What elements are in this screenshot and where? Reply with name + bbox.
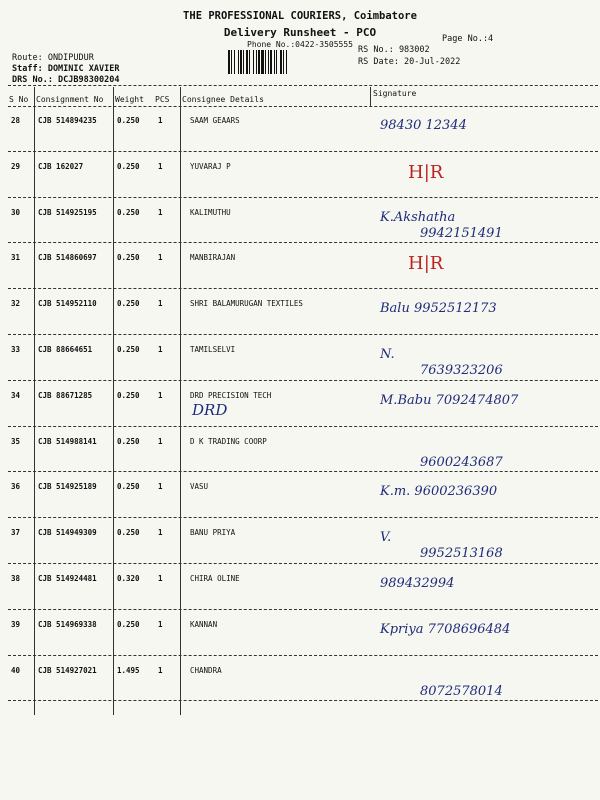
pieces-count: 1: [158, 482, 163, 492]
consignee-name: KALIMUTHU: [190, 207, 231, 217]
consignment-number: CJB 514969338: [38, 619, 97, 629]
serial-number: 29: [11, 161, 21, 171]
weight-value: 0.250: [117, 116, 140, 125]
signature-phone: 7639323206: [420, 363, 503, 378]
drs-number: DRS No.: DCJB98300204: [12, 75, 120, 85]
consignment-number: CJB 514860697: [38, 253, 97, 263]
col-signature: Signature: [373, 89, 417, 98]
consignee-name: SHRI BALAMURUGAN TEXTILES: [190, 299, 303, 309]
signature-text: Balu 9952512173: [380, 301, 497, 317]
col-weight: Weight: [115, 95, 144, 104]
weight-value: 0.250: [117, 619, 140, 629]
pieces-count: 1: [158, 345, 163, 354]
consignment-number: CJB 514988141: [38, 436, 97, 446]
consignment-number: CJB 514952110: [38, 299, 97, 309]
consignment-number: CJB 162027: [38, 161, 84, 171]
signature-text: Kpriya 7708696484: [380, 621, 511, 637]
pieces-count: 1: [158, 116, 163, 125]
weight-value: 0.320: [117, 574, 140, 583]
staff-name: Staff: DOMINIC XAVIER: [12, 64, 120, 74]
pieces-count: 1: [158, 436, 163, 446]
page-number: Page No.:4: [442, 34, 494, 44]
signature-text: V.: [380, 530, 392, 546]
signature-phone: 9942151491: [420, 225, 503, 241]
pieces-count: 1: [158, 253, 163, 263]
weight-value: 0.250: [117, 207, 140, 217]
col-consignment: Consignment No: [36, 95, 104, 104]
rs-date: RS Date: 20-Jul-2022: [358, 57, 461, 67]
serial-number: 40: [11, 665, 21, 675]
table-row: [0, 518, 600, 564]
signature-text: H|R: [408, 253, 444, 275]
row-separator: [8, 700, 598, 701]
consignment-number: CJB 88664651: [38, 345, 93, 354]
table-row: [0, 564, 600, 610]
signature-text: N.: [380, 347, 395, 362]
signature-text: H|R: [408, 161, 444, 183]
table-row: [0, 106, 600, 152]
consignment-number: CJB 514924481: [38, 574, 97, 583]
weight-value: 0.250: [117, 528, 140, 538]
weight-value: 0.250: [117, 299, 140, 309]
serial-number: 34: [11, 390, 21, 400]
pieces-count: 1: [158, 207, 163, 217]
consignee-note: DRD: [192, 400, 228, 419]
pieces-count: 1: [158, 574, 163, 583]
consignee-name: BANU PRIYA: [190, 528, 236, 538]
consignee-name: MANBIRAJAN: [190, 253, 236, 263]
pieces-count: 1: [158, 299, 163, 309]
signature-phone: 9952513168: [420, 546, 503, 562]
consignee-name: TAMILSELVI: [190, 345, 236, 354]
pieces-count: 1: [158, 161, 163, 171]
signature-text: K.Akshatha: [380, 209, 456, 225]
col-consignee: Consignee Details: [182, 95, 264, 104]
header-rule-top: [8, 85, 598, 86]
weight-value: 1.495: [117, 665, 140, 675]
rs-number: RS No.: 983002: [358, 45, 430, 55]
signature-text: K.m. 9600236390: [380, 484, 498, 500]
consignment-number: CJB 514925195: [38, 207, 97, 217]
barcode: [228, 50, 332, 74]
phone-number: Phone No.:0422-3505555: [247, 40, 353, 49]
weight-value: 0.250: [117, 253, 140, 263]
consignee-name: DRD PRECISION TECH: [190, 390, 272, 400]
table-row: [0, 427, 600, 473]
company-title: THE PROFESSIONAL COURIERS, Coimbatore: [183, 10, 417, 22]
consignee-name: KANNAN: [190, 619, 218, 629]
signature-text: 98430 12344: [380, 118, 467, 133]
weight-value: 0.250: [117, 436, 140, 446]
consignee-name: VASU: [190, 482, 209, 492]
table-row: [0, 610, 600, 656]
table-row: [0, 289, 600, 335]
table-row: [0, 472, 600, 518]
col-divider: [370, 87, 371, 107]
pieces-count: 1: [158, 619, 163, 629]
table-row: [0, 198, 600, 244]
serial-number: 39: [11, 619, 21, 629]
consignee-name: SAAM GEAARS: [190, 116, 240, 125]
serial-number: 28: [11, 116, 21, 125]
serial-number: 32: [11, 299, 21, 309]
signature-text: M.Babu 7092474807: [380, 392, 519, 408]
serial-number: 35: [11, 436, 21, 446]
serial-number: 33: [11, 345, 21, 354]
col-sno: S No: [9, 95, 29, 104]
consignee-name: CHANDRA: [190, 665, 222, 675]
consignment-number: CJB 514894235: [38, 116, 97, 125]
consignment-number: CJB 514949309: [38, 528, 97, 538]
pieces-count: 1: [158, 665, 163, 675]
weight-value: 0.250: [117, 482, 140, 492]
table-row: [0, 335, 600, 381]
table-row: [0, 656, 600, 702]
consignment-number: CJB 88671285: [38, 390, 93, 400]
weight-value: 0.250: [117, 161, 140, 171]
serial-number: 38: [11, 574, 21, 583]
table-row: [0, 243, 600, 289]
consignee-name: CHIRA OLINE: [190, 574, 240, 583]
serial-number: 30: [11, 207, 21, 217]
consignee-name: D K TRADING COORP: [190, 436, 267, 446]
weight-value: 0.250: [117, 345, 140, 354]
serial-number: 36: [11, 482, 21, 492]
col-pcs: PCS: [155, 95, 170, 104]
consignment-number: CJB 514927021: [38, 665, 97, 675]
serial-number: 31: [11, 253, 21, 263]
consignee-name: YUVARAJ P: [190, 161, 231, 171]
table-row: [0, 381, 600, 427]
signature-phone: 8072578014: [420, 683, 503, 699]
signature-text: 989432994: [380, 576, 455, 591]
signature-phone: 9600243687: [420, 454, 503, 470]
runsheet-title: Delivery Runsheet - PCO: [223, 26, 377, 39]
table-row: [0, 152, 600, 198]
route: Route: ONDIPUDUR: [12, 53, 94, 63]
consignment-number: CJB 514925189: [38, 482, 97, 492]
weight-value: 0.250: [117, 390, 140, 400]
serial-number: 37: [11, 528, 21, 538]
pieces-count: 1: [158, 528, 163, 538]
pieces-count: 1: [158, 390, 163, 400]
